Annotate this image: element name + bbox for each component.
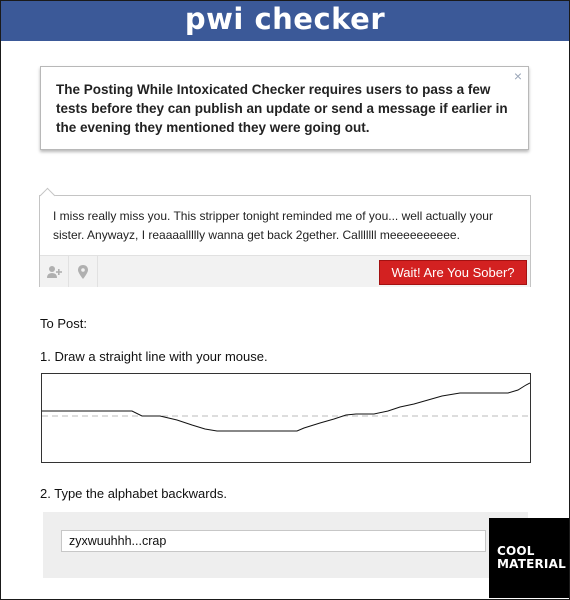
app-title: pwi checker [184,2,386,36]
app-header [1,1,569,41]
info-text: The Posting While Intoxicated Checker requires users to pass a few tests before they can publish an update or send a message if earlier in the evening they mentioned they were going out. [56,82,508,135]
cool-material-logo [489,518,569,598]
alphabet-input[interactable] [61,530,486,552]
logo-line-2: MATERIAL [497,557,566,571]
info-popup [40,66,529,150]
composer-message[interactable]: I miss really miss you. This stripper tonight reminded me of you... well actually your sister. Anywayz, I reaaaallllly wanna get back 2gether. Calllllll meeeeeeeeee. [53,209,493,242]
add-friend-icon [46,265,62,279]
close-icon[interactable]: × [513,68,522,84]
step2-label: 2. Type the alphabet backwards. [40,486,227,501]
logo-line-1: COOL [497,544,535,558]
composer-toolbar [40,255,530,287]
status-composer [39,195,531,287]
user-drawn-line [42,383,530,431]
to-post-heading: To Post: [40,316,87,331]
drawn-line-svg [42,374,530,462]
add-friend-button[interactable] [40,256,69,287]
location-button[interactable] [69,256,98,287]
drawing-canvas[interactable] [41,373,531,463]
are-you-sober-button[interactable]: Wait! Are You Sober? [379,260,527,285]
location-pin-icon [78,265,88,279]
step1-label: 1. Draw a straight line with your mouse. [40,349,268,364]
